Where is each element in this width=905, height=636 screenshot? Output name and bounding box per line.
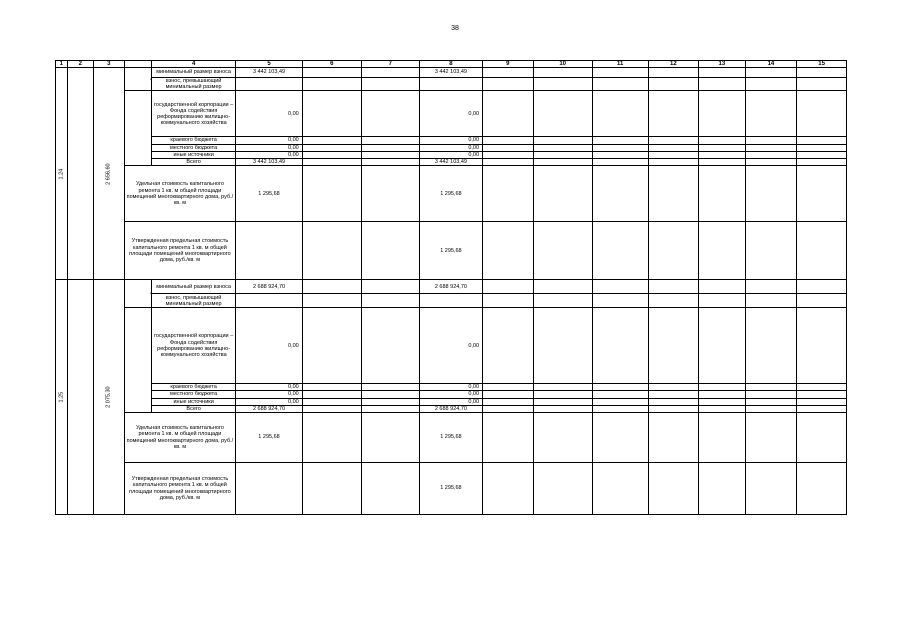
empty-cell [361,391,419,398]
label-local-budget: местного бюджета [151,391,235,398]
table-row [56,391,847,398]
empty-cell [648,151,699,158]
empty-cell [302,222,361,280]
empty-cell [361,137,419,144]
empty-cell [361,159,419,166]
label-regional-budget: краевого бюджета [151,137,235,144]
empty-cell [483,166,534,222]
table-row [56,91,847,137]
header-cell: 15 [797,61,847,68]
empty-cell [797,68,847,78]
empty-cell [361,463,419,515]
empty-cell [797,151,847,158]
header-cell: 3 [93,61,124,68]
empty-cell [302,398,361,405]
empty-cell [592,91,648,137]
empty-cell [745,308,797,384]
empty-cell [699,463,745,515]
value-col-8: 0,00 [419,151,482,158]
empty-cell [592,68,648,78]
empty-cell [483,391,534,398]
label-excess-contribution: взнос, превышающий минимальный размер [151,78,235,91]
empty-cell [797,222,847,280]
value-col-8: 0,00 [419,137,482,144]
financial-support-group [124,308,151,413]
empty-cell [745,68,797,78]
empty-cell [533,413,592,463]
empty-cell [236,78,302,91]
empty-cell [648,384,699,391]
label-limit-cost: Утвержденная предельная стоимость капитального ремонта 1 кв. м общей площади помещений многоквартирного дома, руб./кв. м [124,463,236,515]
empty-cell [745,384,797,391]
empty-cell [592,405,648,412]
empty-cell [302,413,361,463]
empty-cell [699,144,745,151]
header-cell: 4 [151,61,235,68]
value-col-8: 0,00 [419,308,482,384]
empty-cell [592,308,648,384]
label-total: Всего [151,159,235,166]
house-area: 2 656,60 [93,68,124,280]
value-col-5: 0,00 [236,398,302,405]
empty-cell [483,144,534,151]
empty-cell [592,398,648,405]
capital-repair-table [55,60,847,515]
empty-cell [533,144,592,151]
empty-cell [745,405,797,412]
empty-cell [797,166,847,222]
table-row [56,137,847,144]
empty-cell [592,151,648,158]
value-col-5: 0,00 [236,91,302,137]
owners-funds-group [124,280,151,308]
empty-cell [533,294,592,308]
empty-cell [797,463,847,515]
empty-cell [302,137,361,144]
empty-cell [648,159,699,166]
empty-cell [533,391,592,398]
empty-cell [699,159,745,166]
empty-cell [419,294,482,308]
empty-cell [592,137,648,144]
empty-cell [533,91,592,137]
value-col-5: 0,00 [236,151,302,158]
empty-cell [533,137,592,144]
empty-cell [797,391,847,398]
table-row [56,151,847,158]
empty-cell [797,144,847,151]
empty-cell [592,391,648,398]
value-col-5: 1 295,68 [236,413,302,463]
table-row [56,166,847,222]
empty-cell [483,398,534,405]
empty-cell [483,405,534,412]
label-fund: государственной корпорации – Фонда содействия реформированию жилищно-коммунального хозяйства [151,308,235,384]
empty-cell [302,144,361,151]
empty-cell [483,91,534,137]
empty-cell [592,166,648,222]
empty-cell [533,159,592,166]
table-row [56,222,847,280]
header-cell: 10 [533,61,592,68]
label-excess-contribution: взнос, превышающий минимальный размер [151,294,235,308]
empty-cell [533,151,592,158]
empty-cell [302,68,361,78]
empty-cell [797,413,847,463]
empty-cell [699,68,745,78]
empty-cell [483,294,534,308]
empty-cell [483,222,534,280]
label-min-contribution: минимальный размер взноса [151,280,235,294]
empty-cell [745,463,797,515]
empty-cell [648,78,699,91]
row-number: 1.25 [56,280,68,515]
empty-cell [648,398,699,405]
empty-cell [592,280,648,294]
empty-cell [361,222,419,280]
header-cell: 11 [592,61,648,68]
value-col-5: 0,00 [236,144,302,151]
house-address [67,280,93,515]
empty-cell [745,398,797,405]
empty-cell [648,294,699,308]
empty-cell [302,78,361,91]
value-col-8: 1 295,68 [419,413,482,463]
empty-cell [648,280,699,294]
empty-cell [483,384,534,391]
empty-cell [236,294,302,308]
empty-cell [699,413,745,463]
value-col-8: 2 688 924,70 [419,405,482,412]
table-row [56,280,847,294]
empty-cell [361,280,419,294]
empty-cell [745,413,797,463]
empty-cell [797,308,847,384]
empty-cell [483,151,534,158]
empty-cell [699,280,745,294]
empty-cell [745,294,797,308]
empty-cell [745,280,797,294]
empty-cell [648,144,699,151]
empty-cell [592,413,648,463]
value-col-5: 2 688 924,70 [236,280,302,294]
table-row [56,78,847,91]
header-cell: 2 [67,61,93,68]
empty-cell [699,222,745,280]
empty-cell [533,398,592,405]
empty-cell [648,222,699,280]
header-cell: 8 [419,61,482,68]
empty-cell [797,137,847,144]
value-col-8: 0,00 [419,384,482,391]
value-col-8: 0,00 [419,391,482,398]
value-col-5: 3 442 103,49 [236,159,302,166]
page-number: 38 [451,25,459,32]
empty-cell [592,294,648,308]
house-area: 2 075,30 [93,280,124,515]
empty-cell [745,91,797,137]
empty-cell [302,159,361,166]
header-cell: 9 [483,61,534,68]
header-cell: 14 [745,61,797,68]
empty-cell [302,151,361,158]
empty-cell [533,463,592,515]
empty-cell [361,144,419,151]
label-unit-cost: Удельная стоимость капитального ремонта 1 кв. м общей площади помещений многоквартирного дома, руб./кв. м [124,413,236,463]
header-cell: 1 [56,61,68,68]
empty-cell [236,222,302,280]
empty-cell [302,384,361,391]
empty-cell [592,222,648,280]
empty-cell [648,308,699,384]
empty-cell [699,166,745,222]
empty-cell [745,159,797,166]
row-number: 1.24 [56,68,68,280]
label-regional-budget: краевого бюджета [151,384,235,391]
empty-cell [419,78,482,91]
table-row [56,294,847,308]
header-cell: 12 [648,61,699,68]
empty-cell [483,463,534,515]
empty-cell [648,405,699,412]
empty-cell [797,405,847,412]
empty-cell [699,91,745,137]
label-fund: государственной корпорации – Фонда содействия реформированию жилищно-коммунального хозяйства [151,91,235,137]
empty-cell [361,91,419,137]
table-row [56,68,847,78]
empty-cell [797,294,847,308]
label-other-sources: иные источники [151,398,235,405]
empty-cell [797,280,847,294]
empty-cell [797,159,847,166]
empty-cell [483,137,534,144]
empty-cell [699,405,745,412]
header-cell: 13 [699,61,745,68]
empty-cell [533,78,592,91]
empty-cell [483,413,534,463]
value-col-8: 2 688 924,70 [419,280,482,294]
empty-cell [648,463,699,515]
empty-cell [533,405,592,412]
label-unit-cost: Удельная стоимость капитального ремонта 1 кв. м общей площади помещений многоквартирного дома, руб./кв. м [124,166,236,222]
empty-cell [361,308,419,384]
empty-cell [648,91,699,137]
empty-cell [699,151,745,158]
empty-cell [592,463,648,515]
value-col-8: 3 442 103,49 [419,68,482,78]
table-row [56,405,847,412]
empty-cell [361,405,419,412]
empty-cell [648,166,699,222]
empty-cell [745,78,797,91]
table-row [56,384,847,391]
empty-cell [699,391,745,398]
header-cell [124,61,151,68]
header-row [56,61,847,68]
value-col-5: 0,00 [236,308,302,384]
empty-cell [745,137,797,144]
empty-cell [483,280,534,294]
empty-cell [302,308,361,384]
value-col-5: 0,00 [236,384,302,391]
empty-cell [745,144,797,151]
empty-cell [797,398,847,405]
header-cell: 6 [302,61,361,68]
empty-cell [797,91,847,137]
empty-cell [533,280,592,294]
value-col-5: 0,00 [236,391,302,398]
empty-cell [361,294,419,308]
empty-cell [361,413,419,463]
empty-cell [699,308,745,384]
label-limit-cost: Утвержденная предельная стоимость капитального ремонта 1 кв. м общей площади помещений многоквартирного дома, руб./кв. м [124,222,236,280]
house-block-1-25 [56,280,847,515]
empty-cell [302,391,361,398]
empty-cell [302,280,361,294]
empty-cell [483,159,534,166]
value-col-8: 3 442 103,49 [419,159,482,166]
empty-cell [533,222,592,280]
empty-cell [745,151,797,158]
empty-cell [648,413,699,463]
table-row [56,159,847,166]
empty-cell [483,308,534,384]
table-row [56,144,847,151]
empty-cell [592,384,648,391]
empty-cell [648,68,699,78]
label-other-sources: иные источники [151,151,235,158]
empty-cell [236,463,302,515]
empty-cell [361,166,419,222]
empty-cell [648,137,699,144]
empty-cell [361,151,419,158]
empty-cell [592,144,648,151]
empty-cell [533,308,592,384]
empty-cell [302,405,361,412]
empty-cell [797,78,847,91]
financial-support-group [124,91,151,166]
owners-funds-group [124,68,151,91]
empty-cell [699,384,745,391]
empty-cell [699,137,745,144]
value-col-5: 3 442 103,49 [236,68,302,78]
empty-cell [361,68,419,78]
empty-cell [797,384,847,391]
value-col-8: 0,00 [419,144,482,151]
empty-cell [533,68,592,78]
value-col-5: 0,00 [236,137,302,144]
house-address [67,68,93,280]
empty-cell [533,384,592,391]
empty-cell [648,391,699,398]
header-cell: 7 [361,61,419,68]
value-col-5: 1 295,68 [236,166,302,222]
label-total: Всего [151,405,235,412]
value-col-5: 2 688 924,70 [236,405,302,412]
empty-cell [361,398,419,405]
header-cell: 5 [236,61,302,68]
house-block-1-24 [56,68,847,280]
empty-cell [699,294,745,308]
empty-cell [302,91,361,137]
empty-cell [699,398,745,405]
empty-cell [361,384,419,391]
empty-cell [533,166,592,222]
empty-cell [745,222,797,280]
table-row [56,413,847,463]
empty-cell [592,159,648,166]
value-col-8: 1 295,68 [419,463,482,515]
value-col-8: 0,00 [419,91,482,137]
empty-cell [699,78,745,91]
empty-cell [302,294,361,308]
table-row [56,308,847,384]
table-row [56,463,847,515]
empty-cell [483,68,534,78]
empty-cell [745,166,797,222]
value-col-8: 1 295,68 [419,222,482,280]
label-local-budget: местного бюджета [151,144,235,151]
label-min-contribution: минимальный размер взноса [151,68,235,78]
empty-cell [745,391,797,398]
empty-cell [483,78,534,91]
value-col-8: 0,00 [419,398,482,405]
empty-cell [361,78,419,91]
table-row [56,398,847,405]
empty-cell [592,78,648,91]
empty-cell [302,463,361,515]
empty-cell [302,166,361,222]
value-col-8: 1 295,68 [419,166,482,222]
